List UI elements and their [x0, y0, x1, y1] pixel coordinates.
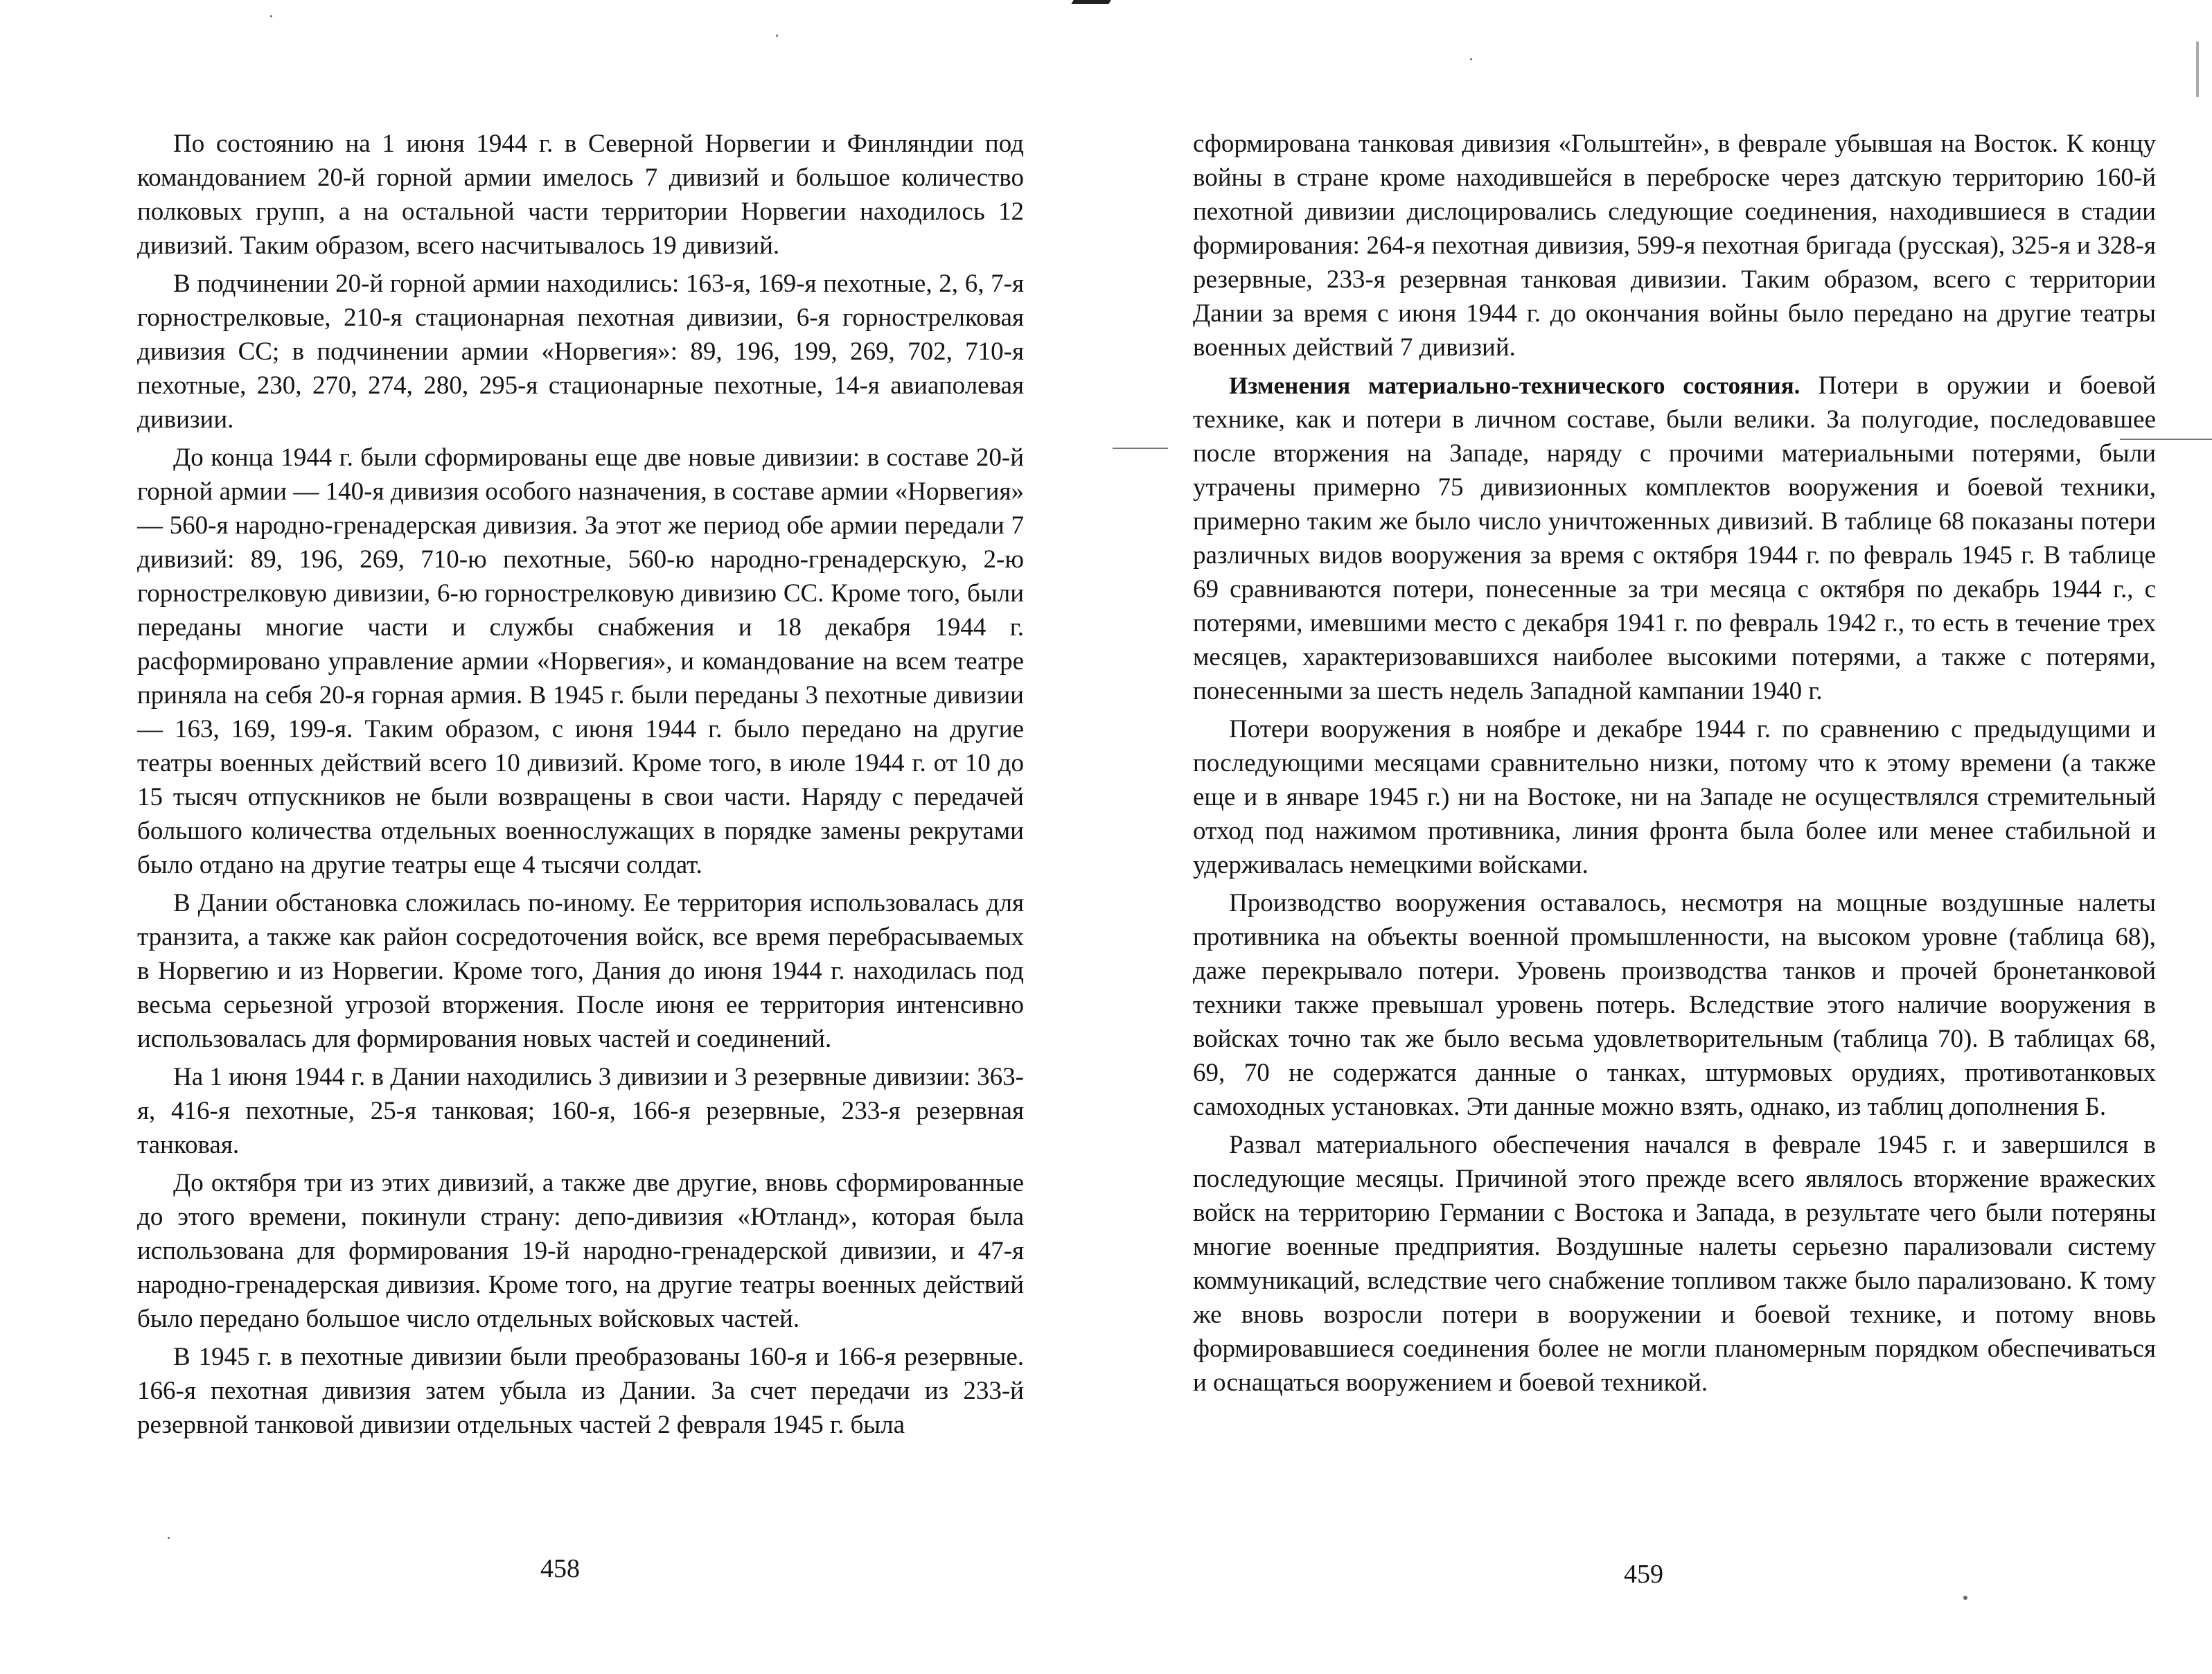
- paragraph: На 1 июня 1944 г. в Дании находились 3 дивизии и 3 резервные дивизии: 363-я, 416-я пехотные, 25-я танковая; 160-я, 166-я резервные, 233-я резервная танковая.: [137, 1063, 1024, 1159]
- section-heading: Изменения материально-технического состояния.: [1229, 372, 1800, 399]
- paragraph: Потери вооружения в ноябре и декабре 1944 г. по сравнению с предыдущими и последующими месяцами сравнительно низки, потому что к этому времени (а также еще и в январе 1945 г.) ни на Востоке, ни на Западе не осуществлялся стремительный отход под нажимом противника, линия фронта была более или менее стабильной и удерживалась немецкими войсками.: [1193, 715, 2156, 879]
- paragraph: По состоянию на 1 июня 1944 г. в Северной Норвегии и Финляндии под командованием 20-й горной армии имелось 7 дивизий и большое количество полковых групп, а на остальной части территории Норвегии находилось 12 дивизий. Таким образом, всего насчитывалось 19 дивизий.: [137, 130, 1024, 260]
- section-paragraph-text: Потери в оружии и боевой технике, как и потери в личном составе, были велики. За полугодие, последовавшее после вторжения на Западе, наряду с прочими материальными потерями, были утрачены примерно 75 дивизионных комплектов вооружения и боевой техники, примерно таким же было число уничтоженных дивизий. В таблице 68 показаны потери различных видов вооружения за время с октября 1944 г. по февраль 1945 г. В таблице 69 сравниваются потери, понесенные за три месяца с октября по декабрь 1944 г., с потерями, имевшими место с декабря 1941 г. по февраль 1942 г., то есть в течение трех месяцев, характеризовавшихся наиболее высокими потерями, а также с потерями, понесенными за шесть недель Западной кампании 1940 г.: [1193, 371, 2156, 705]
- paragraph: Развал материального обеспечения начался в феврале 1945 г. и завершился в последующие месяцы. Причиной этого прежде всего являлось вторжение вражеских войск на территорию Германии с Востока и Запада, в результате чего были потеряны многие военные предприятия. Воздушные налеты серьезно парализовали систему коммуникаций, вследствие чего снабжение топливом также было парализовано. К тому же вновь возросли потери в вооружении и боевой технике, и потому вновь формировавшиеся соединения более не могли планомерным порядком обеспечиваться и оснащаться вооружением и боевой техникой.: [1193, 1131, 2156, 1397]
- paragraph: До октября три из этих дивизий, а также две другие, вновь сформированные до этого времени, покинули страну: депо-дивизия «Ютланд», которая была использована для формирования 19-й народно-гренадерской дивизии, и 47-я народно-гренадерская дивизия. Кроме того, на другие театры военных действий было передано большое число отдельных войсковых частей.: [137, 1169, 1024, 1333]
- paragraph: В Дании обстановка сложилась по-иному. Ее территория использовалась для транзита, а также как район сосредоточения войск, все время перебрасываемых в Норвегию и из Норвегии. Кроме того, Дания до июня 1944 г. находилась под весьма серьезной угрозой вторжения. После июня ее территория интенсивно использовалась для формирования новых частей и соединений.: [137, 889, 1024, 1053]
- paragraph: До конца 1944 г. были сформированы еще две новые дивизии: в составе 20-й горной армии — 140-я дивизия особого назначения, в составе армии «Норвегия» — 560-я народно-гренадерская дивизия. За этот же период обе армии передали 7 дивизий: 89, 196, 269, 710-ю пехотные, 560-ю народно-гренадерскую, 2-ю горнострелковую дивизии, 6-ю горнострелковую дивизию СС. Кроме того, были переданы многие части и службы снабжения и 18 декабря 1944 г. расформировано управление армии «Норвегия», и командование на всем театре приняла на себя 20-я горная армия. В 1945 г. были переданы 3 пехотные дивизии — 163, 169, 199-я. Таким образом, с июня 1944 г. было передано на другие театры военных действий всего 10 дивизий. Кроме того, в июле 1944 г. от 10 до 15 тысяч отпускников не были возвращены в свои части. Наряду с передачей большого количества отдельных военнослужащих в порядке замены рекрутами было отдано на другие театры еще 4 тысячи солдат.: [137, 443, 1024, 879]
- paragraph: В 1945 г. в пехотные дивизии были преобразованы 160-я и 166-я резервные. 166-я пехотная дивизия затем убыла из Дании. За счет передачи из 233-й резервной танковой дивизии отдельных частей 2 февраля 1945 г. была: [137, 1343, 1024, 1439]
- left-page-text: [137, 127, 1024, 1446]
- right-page: [1106, 0, 2212, 1674]
- right-page-text: [1193, 127, 2156, 1404]
- paragraph-continuation: сформирована танковая дивизия «Гольштейн», в феврале убывшая на Восток. К концу войны в стране кроме находившейся в переброске через датскую территорию 160-й пехотной дивизии дислоцировались следующие соединения, находившиеся в стадии формирования: 264-я пехотная дивизия, 599-я пехотная бригада (русская), 325-я и 328-я резервные, 233-я резервная танковая дивизии. Таким образом, всего с территории Дании за время с июня 1944 г. до окончания войны было передано на другие театры военных действий 7 дивизий.: [1193, 130, 2156, 362]
- paragraph: В подчинении 20-й горной армии находились: 163-я, 169-я пехотные, 2, 6, 7-я горнострелковые, 210-я стационарная пехотная дивизии, 6-я горнострелковая дивизия СС; в подчинении армии «Норвегия»: 89, 196, 199, 269, 702, 710-я пехотные, 230, 270, 274, 280, 295-я стационарные пехотные, 14-я авиаполевая дивизии.: [137, 270, 1024, 434]
- page-number: 459: [1624, 1560, 1663, 1589]
- paragraph: Производство вооружения оставалось, несмотря на мощные воздушные налеты противника на объекты военной промышленности, на высоком уровне (таблица 68), даже перекрывало потери. Уровень производства танков и прочей бронетанковой техники также превышал уровень потерь. Вследствие этого наличие вооружения в войсках точно так же было весьма удовлетворительным (таблица 70). В таблицах 68, 69, 70 не содержатся данные о танках, штурмовых орудиях, противотанковых самоходных установках. Эти данные можно взять, однако, из таблиц дополнения Б.: [1193, 889, 2156, 1121]
- section-paragraph: [1193, 369, 2156, 708]
- page-number: 458: [540, 1554, 580, 1583]
